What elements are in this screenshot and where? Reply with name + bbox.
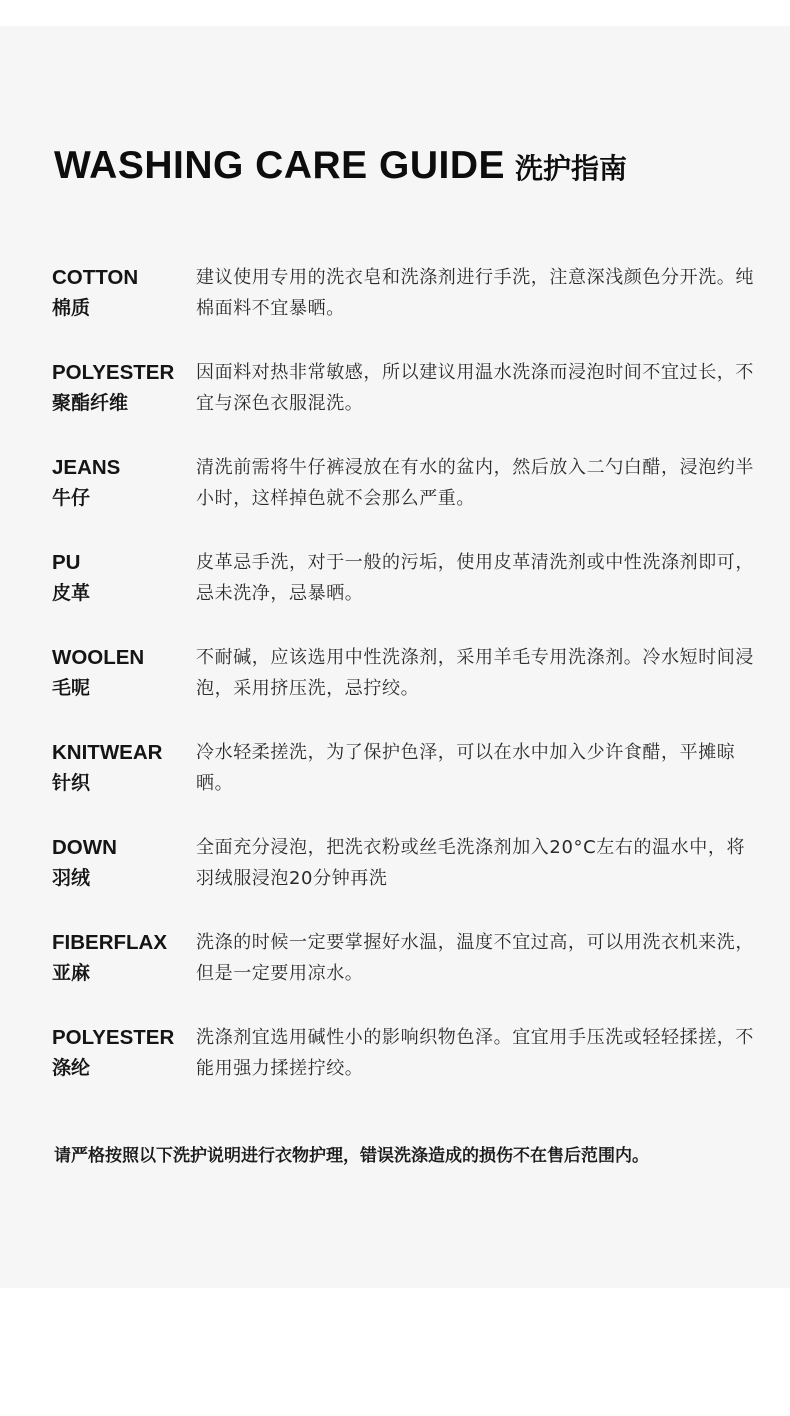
fabric-name-en: FIBERFLAX <box>52 931 168 954</box>
care-instruction: 因面料对热非常敏感，所以建议用温水洗涤而浸泡时间不宜过长，不宜与深色衣服混洗。 <box>196 362 754 414</box>
care-instruction: 洗涤剂宜选用碱性小的影响织物色泽。宜宜用手压洗或轻轻揉搓，不能用强力揉搓拧绞。 <box>196 1027 754 1079</box>
fabric-name-cn: 针织 <box>52 772 91 794</box>
guide-row-pu <box>52 547 762 642</box>
guide-row-down <box>52 832 762 927</box>
guide-row-cotton <box>52 262 762 357</box>
page-title-chinese: 洗护指南 <box>515 152 628 185</box>
fabric-label <box>52 262 196 357</box>
care-instruction: 清洗前需将牛仔裤浸放在有水的盆内，然后放入二勺白醋，浸泡约半小时，这样掉色就不会那么严重。 <box>196 457 754 509</box>
fabric-name-en: POLYESTER <box>52 1026 175 1049</box>
fabric-name-cn: 毛呢 <box>52 677 91 699</box>
fabric-name-en: POLYESTER <box>52 361 175 384</box>
guide-row-jeans <box>52 452 762 547</box>
fabric-label <box>52 642 196 737</box>
fabric-name-cn: 羽绒 <box>52 867 91 889</box>
care-guide-list <box>52 262 762 1117</box>
fabric-label <box>52 357 196 452</box>
care-instruction: 全面充分浸泡，把洗衣粉或丝毛洗涤剂加入20°C左右的温水中，将羽绒服浸泡20分钟再洗 <box>196 837 746 889</box>
page-title-english: WASHING CARE GUIDE <box>54 144 506 187</box>
care-instruction: 冷水轻柔搓洗，为了保护色泽，可以在水中加入少许食醋，平摊晾晒。 <box>196 742 736 794</box>
fabric-label <box>52 1022 196 1117</box>
page-title <box>54 146 627 185</box>
care-instruction: 不耐碱，应该选用中性洗涤剂，采用羊毛专用洗涤剂。冷水短时间浸泡，采用挤压洗，忌拧绞。 <box>196 647 754 699</box>
guide-row-polyester-dacron <box>52 1022 762 1117</box>
fabric-label <box>52 832 196 927</box>
fabric-name-en: COTTON <box>52 266 139 289</box>
fabric-name-cn: 皮革 <box>52 582 91 604</box>
guide-row-fiberflax <box>52 927 762 1022</box>
fabric-name-en: PU <box>52 551 81 574</box>
fabric-name-cn: 牛仔 <box>52 487 91 509</box>
fabric-name-cn: 涤纶 <box>52 1057 91 1079</box>
guide-row-woolen <box>52 642 762 737</box>
fabric-label <box>52 547 196 642</box>
care-instruction: 皮革忌手洗，对于一般的污垢，使用皮革清洗剂或中性洗涤剂即可，忌未洗净，忌暴晒。 <box>196 552 754 604</box>
disclaimer-note: 请严格按照以下洗护说明进行衣物护理，错误洗涤造成的损伤不在售后范围内。 <box>54 1146 649 1166</box>
fabric-name-en: WOOLEN <box>52 646 145 669</box>
guide-row-knitwear <box>52 737 762 832</box>
care-instruction: 建议使用专用的洗衣皂和洗涤剂进行手洗，注意深浅颜色分开洗。纯棉面料不宜暴晒。 <box>196 267 754 319</box>
fabric-name-en: KNITWEAR <box>52 741 163 764</box>
fabric-label <box>52 452 196 547</box>
fabric-name-cn: 棉质 <box>52 297 91 319</box>
fabric-name-cn: 聚酯纤维 <box>52 392 129 414</box>
fabric-name-en: JEANS <box>52 456 121 479</box>
fabric-name-cn: 亚麻 <box>52 962 91 984</box>
fabric-label <box>52 927 196 1022</box>
guide-row-polyester <box>52 357 762 452</box>
fabric-name-en: DOWN <box>52 836 117 859</box>
fabric-label <box>52 737 196 832</box>
care-instruction: 洗涤的时候一定要掌握好水温，温度不宜过高，可以用洗衣机来洗，但是一定要用凉水。 <box>196 932 754 984</box>
